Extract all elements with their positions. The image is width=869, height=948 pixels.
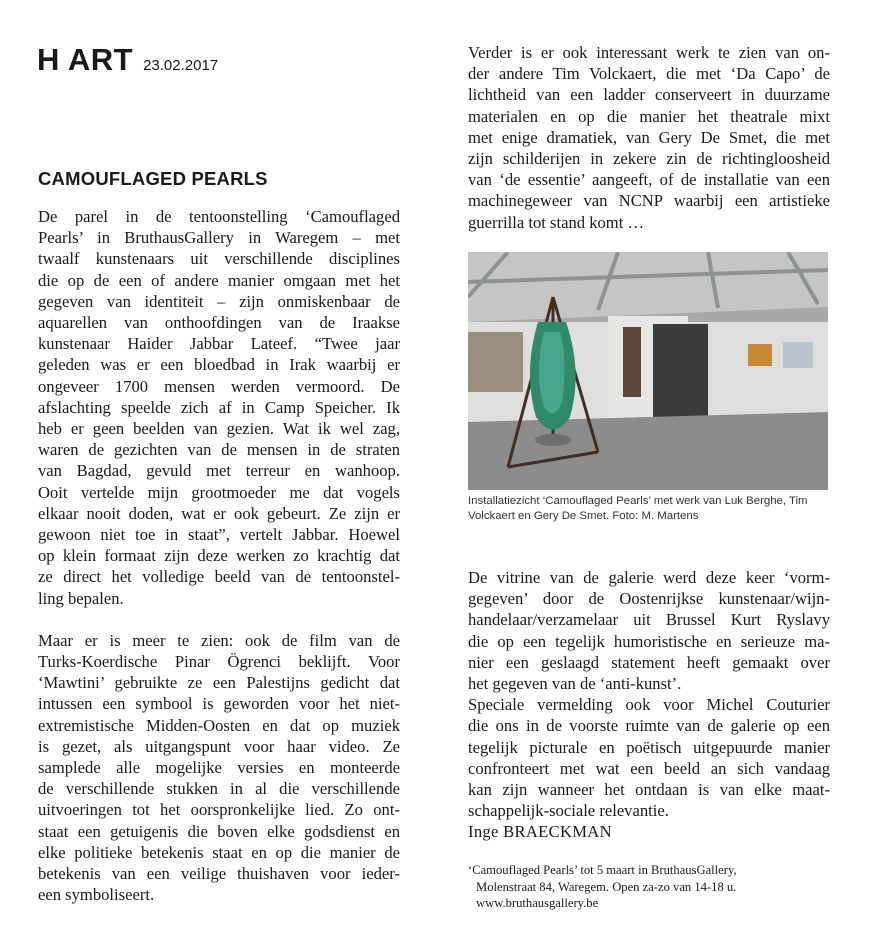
paragraph-gap	[38, 609, 400, 630]
text-line: heb er geen beelden van gezien. Wat ik wel zag,	[38, 419, 400, 439]
paragraph-4	[468, 567, 830, 694]
text-line: kunstenaar Haider Jabbar Lateef. “Twee jaar	[38, 334, 400, 354]
text-line: samplede alle mogelijke versies en monteerde	[38, 758, 400, 778]
text-line: van Bagdad, gevuld met terreur en wanhoop.	[38, 461, 400, 481]
text-line: geleden was er een bloedbad in Irak waarbij er	[38, 355, 400, 375]
text-line: die ons in de voorste ruimte van de galerie op een	[468, 716, 830, 736]
text-line: twaalf kunstenaars uit verschillende disciplines	[38, 249, 400, 269]
text-line: ongeveer 1700 mensen werden vermoord. De	[38, 376, 400, 396]
text-line: ‘Mawtini’ gebruikte ze een Palestijns gedicht dat	[38, 673, 400, 693]
installation-photo	[468, 252, 828, 490]
caption-line: Installatiezicht ‘Camouflaged Pearls’ met werk van Luk Berghe, Tim	[468, 495, 808, 507]
right-column-lower	[468, 567, 830, 821]
text-line: gewoon niet toe in staat”, vertelt Jabbar. Hoewel	[38, 525, 400, 545]
right-column-upper	[468, 42, 830, 233]
text-line: handelaar/verzamelaar uit Brussel Kurt Ryslavy	[468, 610, 830, 630]
text-line: tegelijk picturale en poëtisch uitgepuurde manier	[468, 737, 830, 757]
text-line: elke politieke betekenis staat en op die manier de	[38, 842, 400, 862]
text-line: Turks-Koerdische Pinar Ögrenci beklijft. Voor	[38, 652, 400, 672]
text-line: lichtheid van een ladder conserveert in duurzame	[468, 85, 830, 105]
text-line: met enige dramatiek, van Gery De Smet, die met	[468, 127, 830, 147]
text-line: De parel in de tentoonstelling ‘Camouflaged	[38, 207, 400, 226]
text-line: extremistische Midden-Oosten en dat op muziek	[38, 715, 400, 735]
author-byline: Inge BRAECKMAN	[468, 822, 612, 841]
text-line: zijn schilderijen in zekere zin de richtingloosheid	[468, 149, 830, 169]
text-line: ze direct het volledige beeld van de tentoonstel-	[38, 567, 400, 587]
text-line: intussen een symbool is geworden voor het niet-	[38, 694, 400, 714]
text-line: Pearls’ in BruthausGallery in Waregem – met	[38, 228, 400, 248]
text-line: die op de een of andere manier omgaan met het	[38, 270, 400, 290]
text-line: afslachting speelde zich af in Camp Speicher. Ik	[38, 397, 400, 417]
text-line: gegeven’ door de Oostenrijkse kunstenaar/wijn-	[468, 589, 830, 609]
text-line: Speciale vermelding ook voor Michel Couturier	[468, 695, 830, 715]
caption-line: Volckaert en Gery De Smet. Foto: M. Martens	[468, 510, 699, 522]
text-line: waren de gezichten van de mensen in de straten	[38, 440, 400, 460]
text-line: aquarellen van onthoofdingen van de Iraakse	[38, 313, 400, 333]
text-line: elkaar nooit doden, wat er ook gebeurt. Ze zijn er	[38, 503, 400, 523]
info-line: Molenstraat 84, Waregem. Open za-zo van 14-18 u.	[476, 879, 737, 894]
text-line: gegeven van identiteit – zijn onmiskenbaar de	[38, 291, 400, 311]
text-line: guerrilla tot stand komt …	[468, 212, 645, 232]
text-line: nier een geslaagd statement heeft gemaakt over	[468, 652, 830, 672]
text-line: De vitrine van de galerie werd deze keer ‘vorm-	[468, 568, 830, 587]
photo-caption	[468, 494, 830, 524]
text-line: betekenis van een veilige thuishaven voor ieder-	[38, 864, 400, 884]
text-line: uitvoeringen tot het oorspronkelijke lied. Zo ont-	[38, 800, 400, 820]
magazine-brand: H ART	[37, 42, 134, 77]
text-line: die op een tegelijk humoristische en serieuze ma-	[468, 631, 830, 651]
paragraph-2	[38, 630, 400, 906]
text-line: schappelijk-sociale relevantie.	[468, 801, 669, 821]
text-line: ling bepalen.	[38, 588, 124, 608]
text-line: kan zijn wanneer het ontdaan is van elke maat-	[468, 780, 830, 800]
text-line: machinegeweer van NCNP waarbij een artistieke	[468, 191, 830, 211]
text-line: staat een getuigenis die boven elke godsdienst en	[38, 821, 400, 841]
text-line: de verschillende stukken in al die verschillende	[38, 779, 400, 799]
text-line: is gezet, als uitgangspunt voor haar video. Ze	[38, 736, 400, 756]
text-line: het gegeven van de ‘anti-kunst’.	[468, 674, 682, 694]
left-column	[38, 206, 400, 906]
text-line: een symboliseert.	[38, 885, 155, 905]
text-line: der andere Tim Volckaert, die met ‘Da Capo’ de	[468, 64, 830, 84]
exhibition-info	[468, 862, 808, 912]
text-line: materialen en op die manier het theatrale mixt	[468, 106, 830, 126]
text-line: Ooit vertelde mijn grootmoeder me dat vogels	[38, 482, 400, 502]
text-line: op klein formaat zijn deze werken zo krachtig dat	[38, 546, 400, 566]
text-line: van ‘de essentie’ aangeeft, of de installatie van een	[468, 170, 830, 190]
article-headline: CAMOUFLAGED PEARLS	[38, 168, 268, 189]
paragraph-5	[468, 694, 830, 821]
issue-date: 23.02.2017	[143, 57, 219, 74]
paragraph-1	[38, 206, 400, 609]
masthead	[37, 42, 218, 78]
gallery-website-link[interactable]: www.bruthausgallery.be	[476, 896, 599, 910]
text-line: Maar er is meer te zien: ook de film van de	[38, 630, 400, 650]
info-line: ‘Camouflaged Pearls’ tot 5 maart in BruthausGallery,	[468, 863, 737, 877]
text-line: confronteert met wat een beeld an sich vandaag	[468, 758, 830, 778]
paragraph-3	[468, 42, 830, 233]
text-line: Verder is er ook interessant werk te zien van on-	[468, 43, 830, 62]
